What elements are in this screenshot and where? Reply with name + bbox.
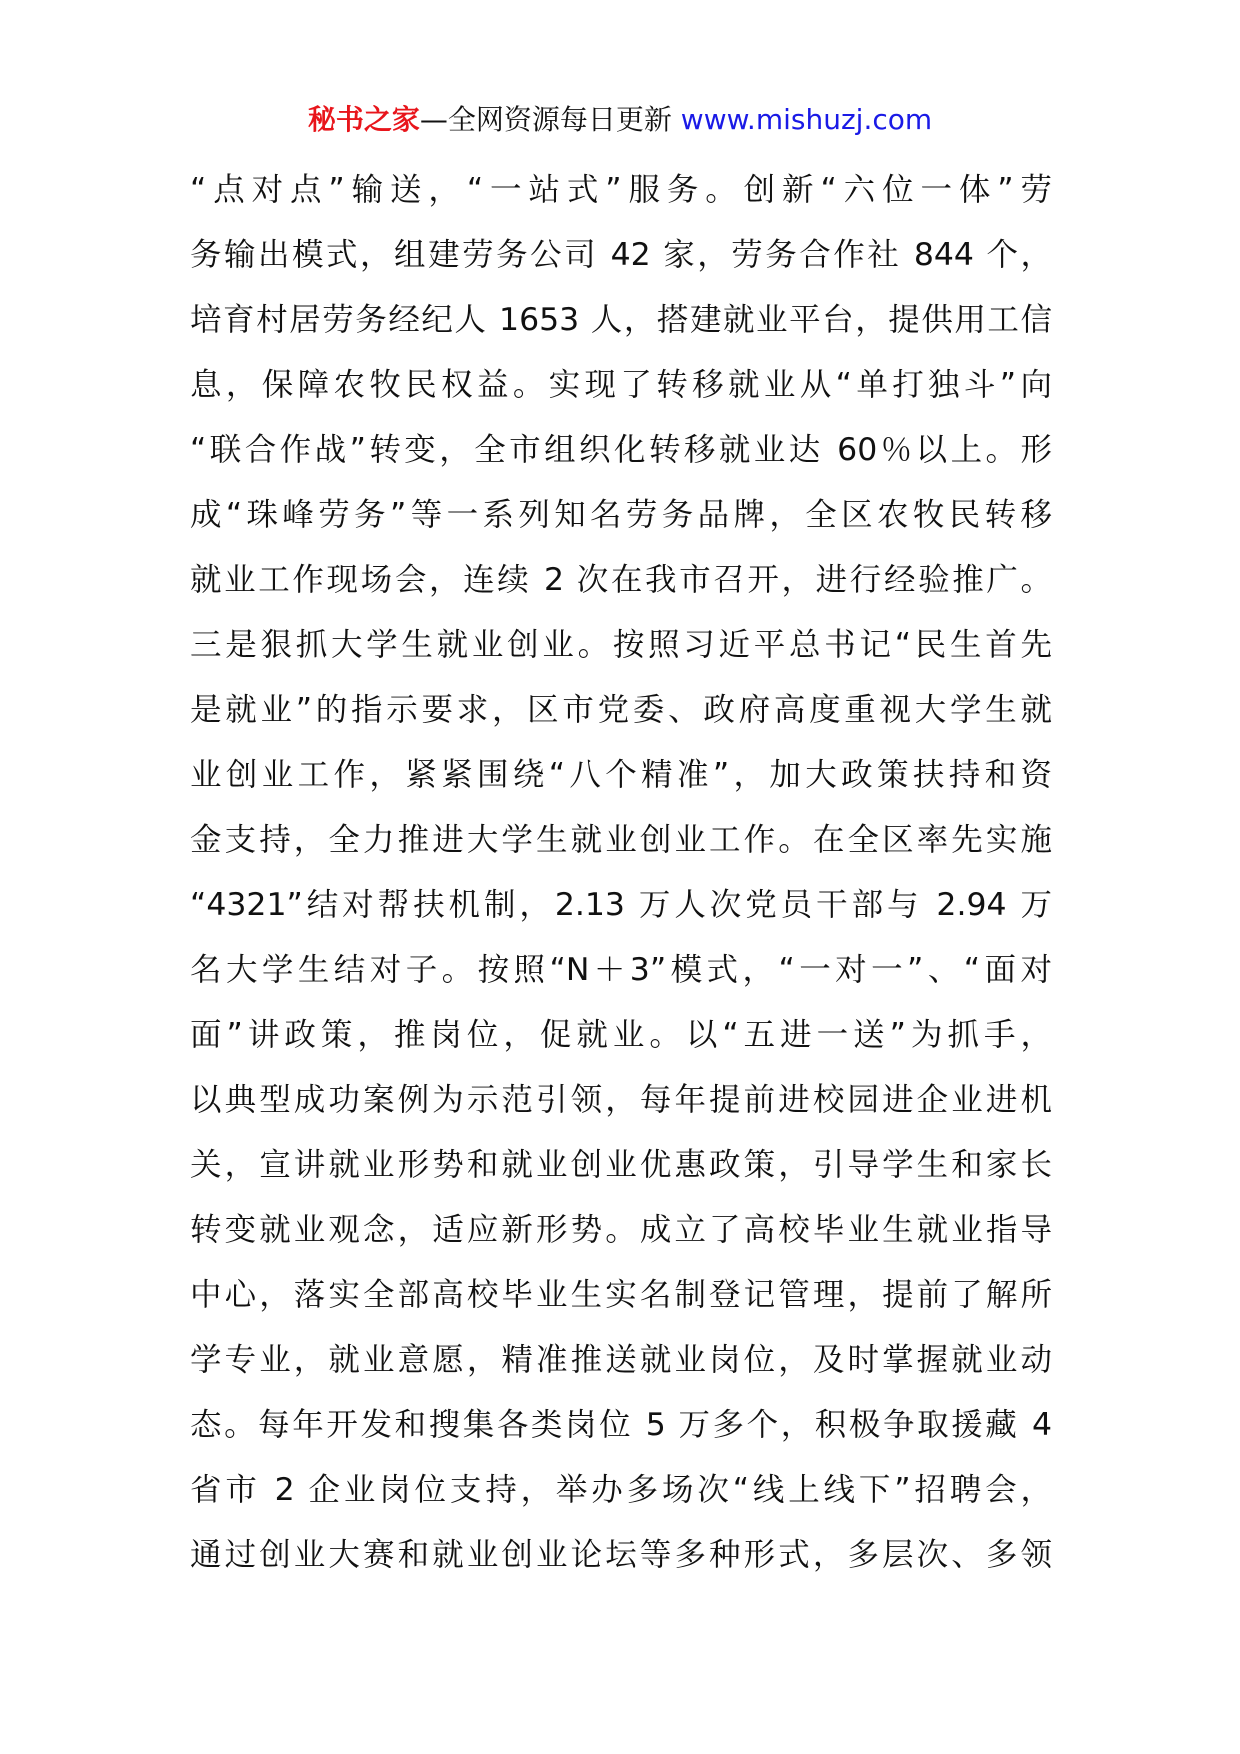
text-line: 金支持，全力推进大学生就业创业工作。在全区率先实施 — [190, 822, 1052, 858]
header-url-link[interactable]: www.mishuzj.com — [680, 103, 933, 136]
text-line: 面”讲政策，推岗位，促就业。以“五进一送”为抓手， — [190, 1017, 1052, 1053]
text-line: 以典型成功案例为示范引领，每年提前进校园进企业进机 — [190, 1082, 1052, 1118]
text-line: 省市 2 企业岗位支持，举办多场次“线上线下”招聘会， — [190, 1472, 1052, 1508]
text-line: 息，保障农牧民权益。实现了转移就业从“单打独斗”向 — [190, 367, 1052, 403]
text-line: 务输出模式，组建劳务公司 42 家，劳务合作社 844 个， — [190, 237, 1052, 273]
text-line: 学专业，就业意愿，精准推送就业岗位，及时掌握就业动 — [190, 1342, 1052, 1378]
text-line: 成“珠峰劳务”等一系列知名劳务品牌，全区农牧民转移 — [190, 497, 1052, 533]
header-tagline: —全网资源每日更新 — [419, 103, 672, 136]
document-body — [190, 158, 1052, 1588]
text-line: 关，宣讲就业形势和就业创业优惠政策，引导学生和家长 — [190, 1147, 1052, 1183]
text-line: 是就业”的指示要求，区市党委、政府高度重视大学生就 — [190, 692, 1052, 728]
text-line: 态。每年开发和搜集各类岗位 5 万多个，积极争取援藏 4 — [190, 1407, 1052, 1443]
text-line: “联合作战”转变，全市组织化转移就业达 60％以上。形 — [190, 432, 1052, 468]
text-line: 名大学生结对子。按照“N＋3”模式，“一对一”、“面对 — [190, 952, 1052, 988]
text-line: 转变就业观念，适应新形势。成立了高校毕业生就业指导 — [190, 1212, 1052, 1248]
text-line: 就业工作现场会，连续 2 次在我市召开，进行经验推广。 — [190, 562, 1052, 598]
page-header — [0, 100, 1240, 140]
text-line: 三是狠抓大学生就业创业。按照习近平总书记“民生首先 — [190, 627, 1052, 663]
header-brand: 秘书之家 — [307, 103, 420, 136]
text-line: “点对点”输送，“一站式”服务。创新“六位一体”劳 — [190, 172, 1052, 208]
text-line: 培育村居劳务经纪人 1653 人，搭建就业平台，提供用工信 — [190, 302, 1052, 338]
text-line: 业创业工作，紧紧围绕“八个精准”，加大政策扶持和资 — [190, 757, 1052, 793]
text-line: 通过创业大赛和就业创业论坛等多种形式，多层次、多领 — [190, 1537, 1052, 1573]
text-line: “4321”结对帮扶机制，2.13 万人次党员干部与 2.94 万 — [190, 887, 1052, 923]
text-line: 中心，落实全部高校毕业生实名制登记管理，提前了解所 — [190, 1277, 1052, 1313]
